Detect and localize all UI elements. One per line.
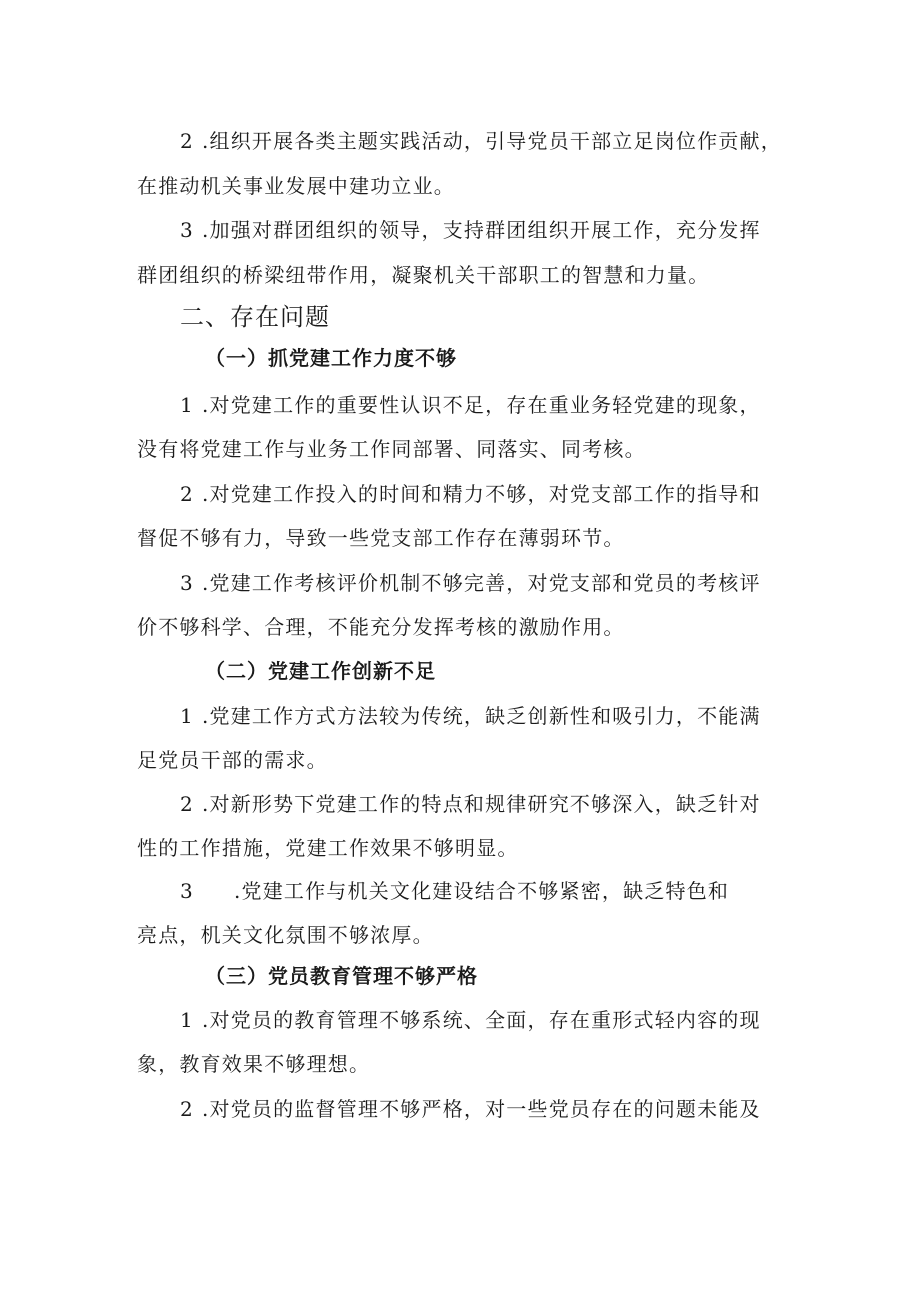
paragraph-line [180,791,761,817]
paragraph-line [180,128,782,154]
item-text: .对党建工作投入的时间和精力不够，对党支部工作的指导和 [201,482,761,506]
item-number: 2 [180,129,194,153]
item-text: .对新形势下党建工作的特点和规律研究不够深入，缺乏针对 [201,792,761,816]
item-text: .对党建工作的重要性认识不足，存在重业务轻党建的现象， [201,393,761,417]
item-text: .党建工作考核评价机制不够完善，对党支部和党员的考核评 [201,571,761,595]
subsection-title: （二）党建工作创新不足 [205,659,436,683]
paragraph-line: 在推动机关事业发展中建功立业。 [137,174,455,198]
item-text: .党建工作与机关文化建设结合不够紧密，缺乏特色和 [233,879,730,903]
paragraph-line: 督促不够有力，导致一些党支部工作存在薄弱环节。 [137,526,625,550]
item-text: .对党员的教育管理不够系统、全面，存在重形式轻内容的现 [201,1008,761,1032]
paragraph-line: 群团组织的桥梁纽带作用，凝聚机关干部职工的智慧和力量。 [137,263,710,287]
item-text: .党建工作方式方法较为传统，缺乏创新性和吸引力，不能满 [201,704,761,728]
paragraph-line [180,1096,761,1122]
paragraph-line: 象，教育效果不够理想。 [137,1052,371,1076]
paragraph-line: 价不够科学、合理，不能充分发挥考核的激励作用。 [137,615,625,639]
item-number: 2 [180,1097,194,1121]
paragraph-line [180,570,761,596]
item-text: .组织开展各类主题实践活动，引导党员干部立足岗位作贡献， [201,129,782,153]
item-number: 1 [180,393,194,417]
paragraph-line [180,481,761,507]
paragraph-line [180,878,729,904]
item-number: 1 [180,1008,194,1032]
paragraph-line [180,703,761,729]
paragraph-line: 性的工作措施，党建工作效果不够明显。 [137,836,519,860]
item-number: 3 [180,879,194,903]
item-number: 3 [180,218,194,242]
subsection-title: （三）党员教育管理不够严格 [205,964,478,988]
item-number: 1 [180,704,194,728]
paragraph-line [180,1007,761,1033]
item-text: .加强对群团组织的领导，支持群团组织开展工作，充分发挥 [201,218,761,242]
subsection-title: （一）抓党建工作力度不够 [205,346,457,370]
section-title: 二、存在问题 [180,303,330,331]
item-number: 2 [180,482,194,506]
item-text: .对党员的监督管理不够严格，对一些党员存在的问题未能及 [201,1097,761,1121]
paragraph-line [180,392,761,418]
paragraph-line [180,217,761,243]
item-number: 2 [180,792,194,816]
paragraph-line: 没有将党建工作与业务工作同部署、同落实、同考核。 [137,437,646,461]
item-number: 3 [180,571,194,595]
paragraph-line: 足党员干部的需求。 [137,748,328,772]
paragraph-line: 亮点，机关文化氛围不够浓厚。 [137,923,434,947]
